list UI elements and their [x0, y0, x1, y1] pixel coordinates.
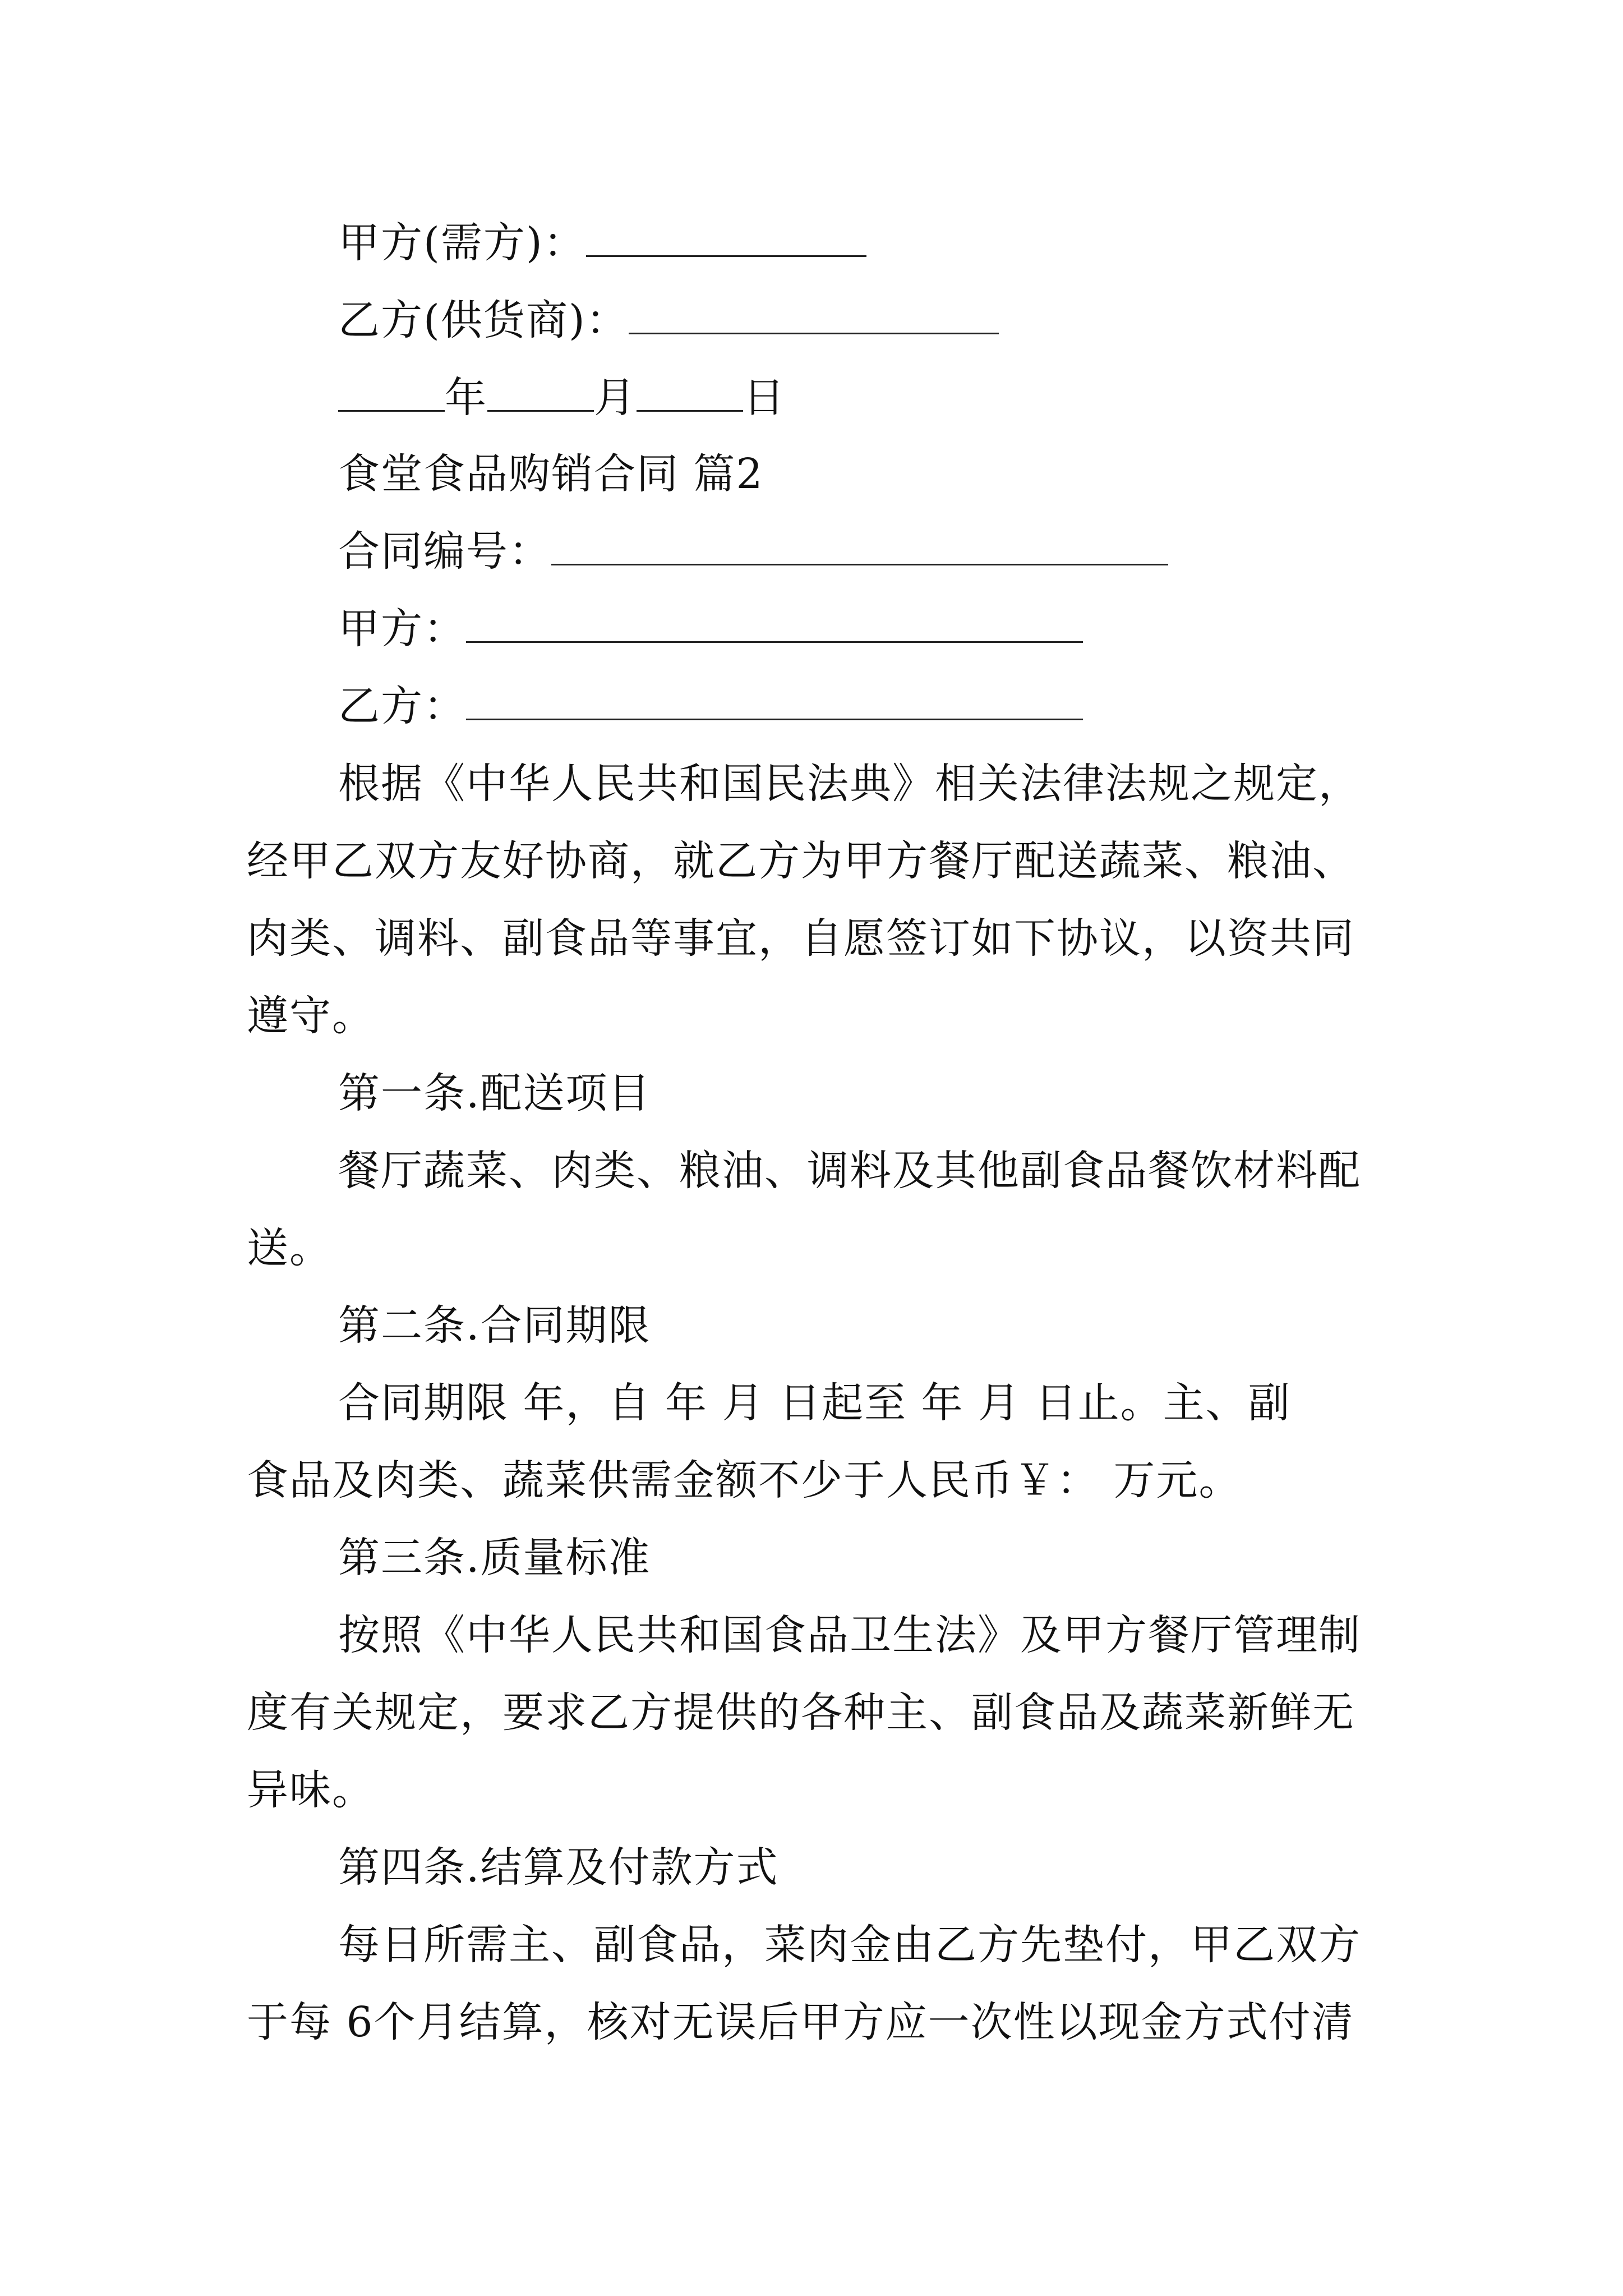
party-b-supplier-label: 乙方(供货商)： — [338, 296, 629, 344]
intro-line-2: 经甲乙双方友好协商，就乙方为甲方餐厅配送蔬菜、粮油、 — [247, 837, 1355, 885]
party-b-blank — [466, 684, 1083, 720]
article-4-line-2: 于每 6个月结算，核对无误后甲方应一次性以现金方式付清 — [247, 1998, 1354, 2046]
section-title: 食堂食品购销合同 篇2 — [338, 450, 764, 498]
date-day-label: 日 — [743, 374, 786, 422]
article-3-title: 第三条.质量标准 — [338, 1534, 651, 1582]
intro-line-4: 遵守。 — [247, 992, 375, 1040]
party-a-label: 甲方： — [338, 605, 466, 653]
article-3-line-3: 异味。 — [247, 1766, 375, 1814]
party-b-supplier-blank — [629, 298, 999, 334]
article-3-line-1: 按照《中华人民共和国食品卫生法》及甲方餐厅管理制 — [338, 1611, 1361, 1659]
article-2-line-1: 合同期限 年，自 年 月 日起至 年 月 日止。主、副 — [338, 1379, 1291, 1427]
date-year-label: 年 — [445, 374, 487, 422]
article-3-line-2: 度有关规定，要求乙方提供的各种主、副食品及蔬菜新鲜无 — [247, 1688, 1355, 1737]
party-b-line — [338, 681, 1083, 731]
intro-line-1: 根据《中华人民共和国民法典》相关法律法规之规定， — [338, 760, 1361, 808]
contract-number-line — [338, 526, 1168, 577]
month-blank — [487, 375, 594, 412]
intro-line-3: 肉类、调料、副食品等事宜，自愿签订如下协议，以资共同 — [247, 914, 1355, 963]
party-a-blank — [466, 606, 1083, 643]
party-a-demand-label: 甲方(需方)： — [338, 219, 586, 267]
date-month-label: 月 — [594, 374, 637, 422]
article-1-title: 第一条.配送项目 — [338, 1069, 651, 1117]
party-a-line — [338, 604, 1083, 654]
party-b-label: 乙方： — [338, 682, 466, 730]
party-b-supplier-line — [338, 295, 999, 346]
article-4-title: 第四条.结算及付款方式 — [338, 1843, 779, 1892]
article-2-title: 第二条.合同期限 — [338, 1301, 651, 1350]
article-1-line-1: 餐厅蔬菜、肉类、粮油、调料及其他副食品餐饮材料配 — [338, 1147, 1361, 1195]
contract-number-label: 合同编号： — [338, 527, 551, 576]
contract-number-blank — [551, 529, 1168, 565]
day-blank — [637, 375, 743, 412]
party-a-demand-blank — [586, 220, 866, 257]
article-4-line-1: 每日所需主、副食品，菜肉金由乙方先垫付，甲乙双方 — [338, 1921, 1361, 1969]
year-blank — [338, 375, 445, 412]
article-2-line-2: 食品及肉类、蔬菜供需金额不少于人民币￥： 万元。 — [247, 1456, 1242, 1504]
date-line — [338, 372, 786, 423]
party-a-demand-line — [338, 218, 866, 268]
article-1-line-2: 送。 — [247, 1224, 332, 1272]
